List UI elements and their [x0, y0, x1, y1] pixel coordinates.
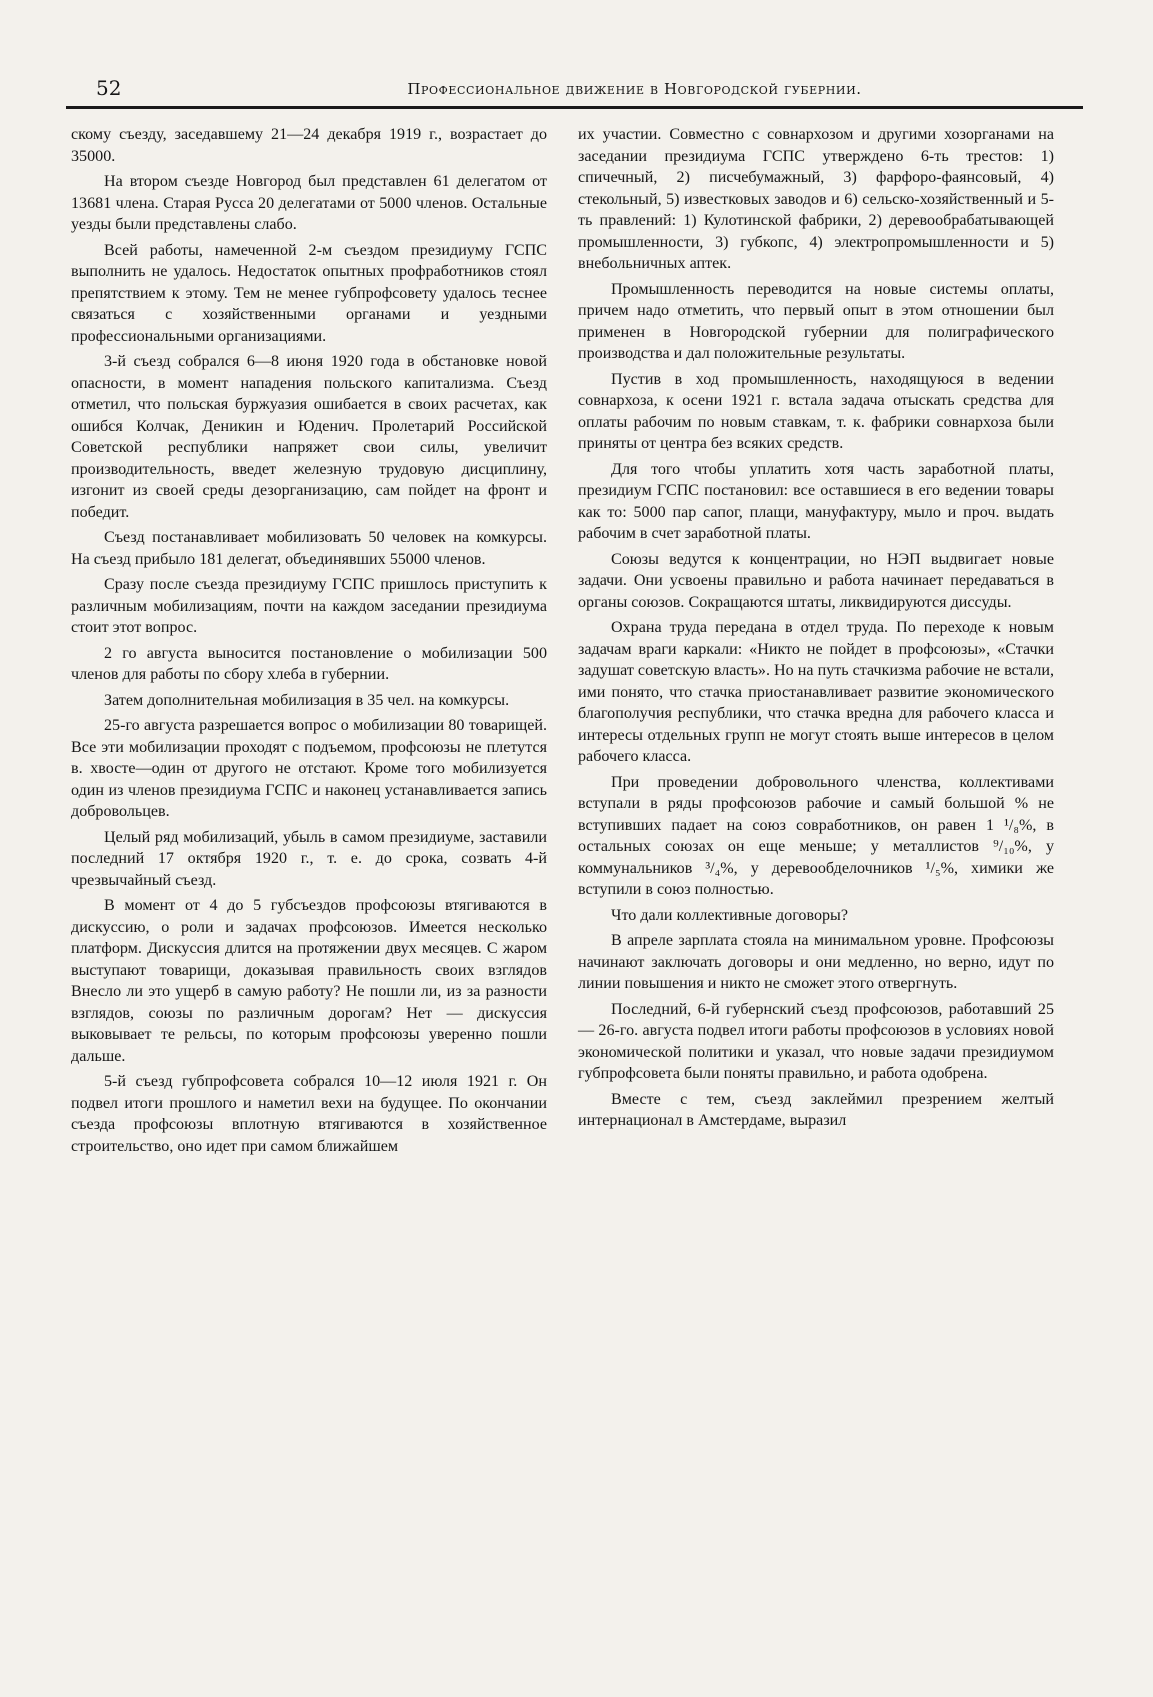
paragraph: Всей работы, намеченной 2-м съездом президиуму ГСПС выполнить не удалось. Недостаток опытных профработников стоял препятствием к этому. Тем не менее губпрофсовету удалось теснее связаться с хозяйственными органами и уездными профессиональными организациями. — [71, 241, 547, 345]
paragraph: На втором съезде Новгород был представлен 61 делегатом от 13681 члена. Старая Русса 20 делегатами от 5000 членов. Остальные уезды были представлены слабо. — [71, 173, 547, 233]
right-column — [578, 124, 1054, 1136]
paragraph: Для того чтобы уплатить хотя часть заработной платы, президиум ГСПС постановил: все оставшиеся в его ведении товары как то: 5000 пар сапог, плащи, мануфактуру, мыло и проч. выдать рабочим в счет заработной платы. — [578, 460, 1054, 542]
paragraph: Охрана труда передана в отдел труда. По переходе к новым задачам враги каркали: «Никто не пойдет в профсоюзы», «Стачки задушат советскую власть». Но на путь стачкизма рабочие не встали, ими понято, что стачка приостанавливает развитие экономического благополучия республики, что стачка вредна для рабочего класса и интересы отдельных групп не могут стоять выше интересов в целом рабочего класса. — [578, 619, 1054, 765]
paragraph: скому съезду, заседавшему 21—24 декабря 1919 г., возрастает до 35000. — [71, 126, 547, 165]
paragraph: Вместе с тем, съезд заклеймил презрением желтый интернационал в Амстердаме, выразил — [578, 1090, 1054, 1129]
paragraph: Целый ряд мобилизаций, убыль в самом президиуме, заставили последний 17 октября 1920 г., т. е. до срока, созвать 4-й чрезвычайный съезд. — [71, 828, 547, 889]
paragraph: Сразу после съезда президиуму ГСПС пришлось приступить к различным мобилизациям, почти на каждом заседании президиума стоит этот вопрос. — [71, 576, 547, 636]
paragraph: 25-го августа разрешается вопрос о мобилизации 80 товарищей. Все эти мобилизации проходят с подъемом, профсоюзы не плетутся в. хвосте—один от другого не отстают. Кроме того мобилизуется один из членов президиума ГСПС и наконец устанавливается запись добровольцев. — [71, 717, 547, 820]
page-number: 52 — [96, 76, 122, 100]
paragraph: Съезд постанавливает мобилизовать 50 человек на комкурсы. На съезд прибыло 181 делегат, объединявших 55000 членов. — [71, 529, 547, 568]
paragraph: 3-й съезд собрался 6—8 июня 1920 года в обстановке новой опасности, в момент нападения польского капитализма. Съезд отметил, что польская буржуазия ошибается в своих расчетах, как ошибся Колчак, Деникин и Юденич. Пролетарий Российской Советской республики напряжет свои силы, увеличит производительность, введет железную трудовую дисциплину, изгонит из своей среды дезорганизацию, сам пойдет на фронт и победит. — [71, 353, 547, 521]
left-column — [71, 124, 547, 1161]
paragraph: Затем дополнительная мобилизация в 35 чел. на комкурсы. — [104, 691, 510, 709]
paragraph: Промышленность переводится на новые системы оплаты, причем надо отметить, что первый опыт в этом отношении был применен в Новгородской губернии для полиграфического производства и дал положительные результаты. — [578, 280, 1054, 362]
running-title: Профессиональное движение в Новгородской губернии. — [407, 80, 862, 98]
paragraph: Последний, 6-й губернский съезд профсоюзов, работавший 25 — 26-го. августа подвел итоги работы профсоюзов в условиях новой экономической политики и указал, что новые задачи президиумом губпрофсовета были поняты правильно, и работа одобрена. — [578, 1000, 1054, 1082]
paragraph: их участии. Совместно с совнархозом и другими хозорганами на заседании президиума ГСПС утверждено 6-ть трестов: 1) спичечный, 2) писчебумажный, 3) фарфоро-фаянсовый, 4) стекольный, 5) известковых заводов и 6) сельско-хозяйственный и 5-ть правлений: 1) Кулотинской фабрики, 2) деревообрабатывающей промышленности, 3) губкопс, 4) электропромышленности и 5) внебольничных аптек. — [578, 126, 1054, 272]
paragraph: При проведении добровольного членства, коллективами вступали в ряды профсоюзов рабочие и самый большой % не вступивших падает на союз совработников, он равен 1 ¹/₈%, в остальных союзах он еще меньше; у металлистов ⁹/₁₀%, у коммунальников ³/₄%, у деревообделочников ¹/₅%, химики же вступили в союз полностью. — [578, 773, 1054, 898]
paragraph: Пустив в ход промышленность, находящуюся в ведении совнархоза, к осени 1921 г. встала задача отыскать средства для оплаты рабочим по новым ставкам, т. к. фабрики совнархоза были приняты от центра без всяких средств. — [578, 370, 1054, 452]
paragraph: В апреле зарплата стояла на минимальном уровне. Профсоюзы начинают заключать договоры и они медленно, но верно, идут по линии повышения и никто не сможет этого отвергнуть. — [578, 932, 1054, 992]
paragraph: 2 го августа выносится постановление о мобилизации 500 членов для работы по сбору хлеба в губернии. — [71, 644, 547, 683]
paragraph: Союзы ведутся к концентрации, но НЭП выдвигает новые задачи. Они усвоены правильно и работа начинает передаваться в органы союзов. Сокращаются штаты, ликвидируются диссуды. — [578, 550, 1054, 611]
paragraph: Что дали коллективные договоры? — [611, 906, 848, 924]
page-header — [66, 66, 1083, 109]
paragraph: 5-й съезд губпрофсовета собрался 10—12 июля 1921 г. Он подвел итоги прошлого и наметил вехи на будущее. По окончании съезда профсоюзы вплотную втягиваются в хозяйственное строительство, оно идет при самом ближайшем — [71, 1073, 547, 1155]
paragraph: В момент от 4 до 5 губсъездов профсоюзы втягиваются в дискуссию, о роли и задачах профсоюзов. Имеется несколько платформ. Дискуссия длится на протяжении двух месяцев. С жаром выступают товарищи, доказывая правильность своих взглядов Внесло ли это ущерб в самую работу? Не пошли ли, из за разности взглядов, союзы по различным дорогам? Нет — дискуссия выковывает те рельсы, по которым профсоюзы уверенно пошли дальше. — [71, 897, 547, 1065]
